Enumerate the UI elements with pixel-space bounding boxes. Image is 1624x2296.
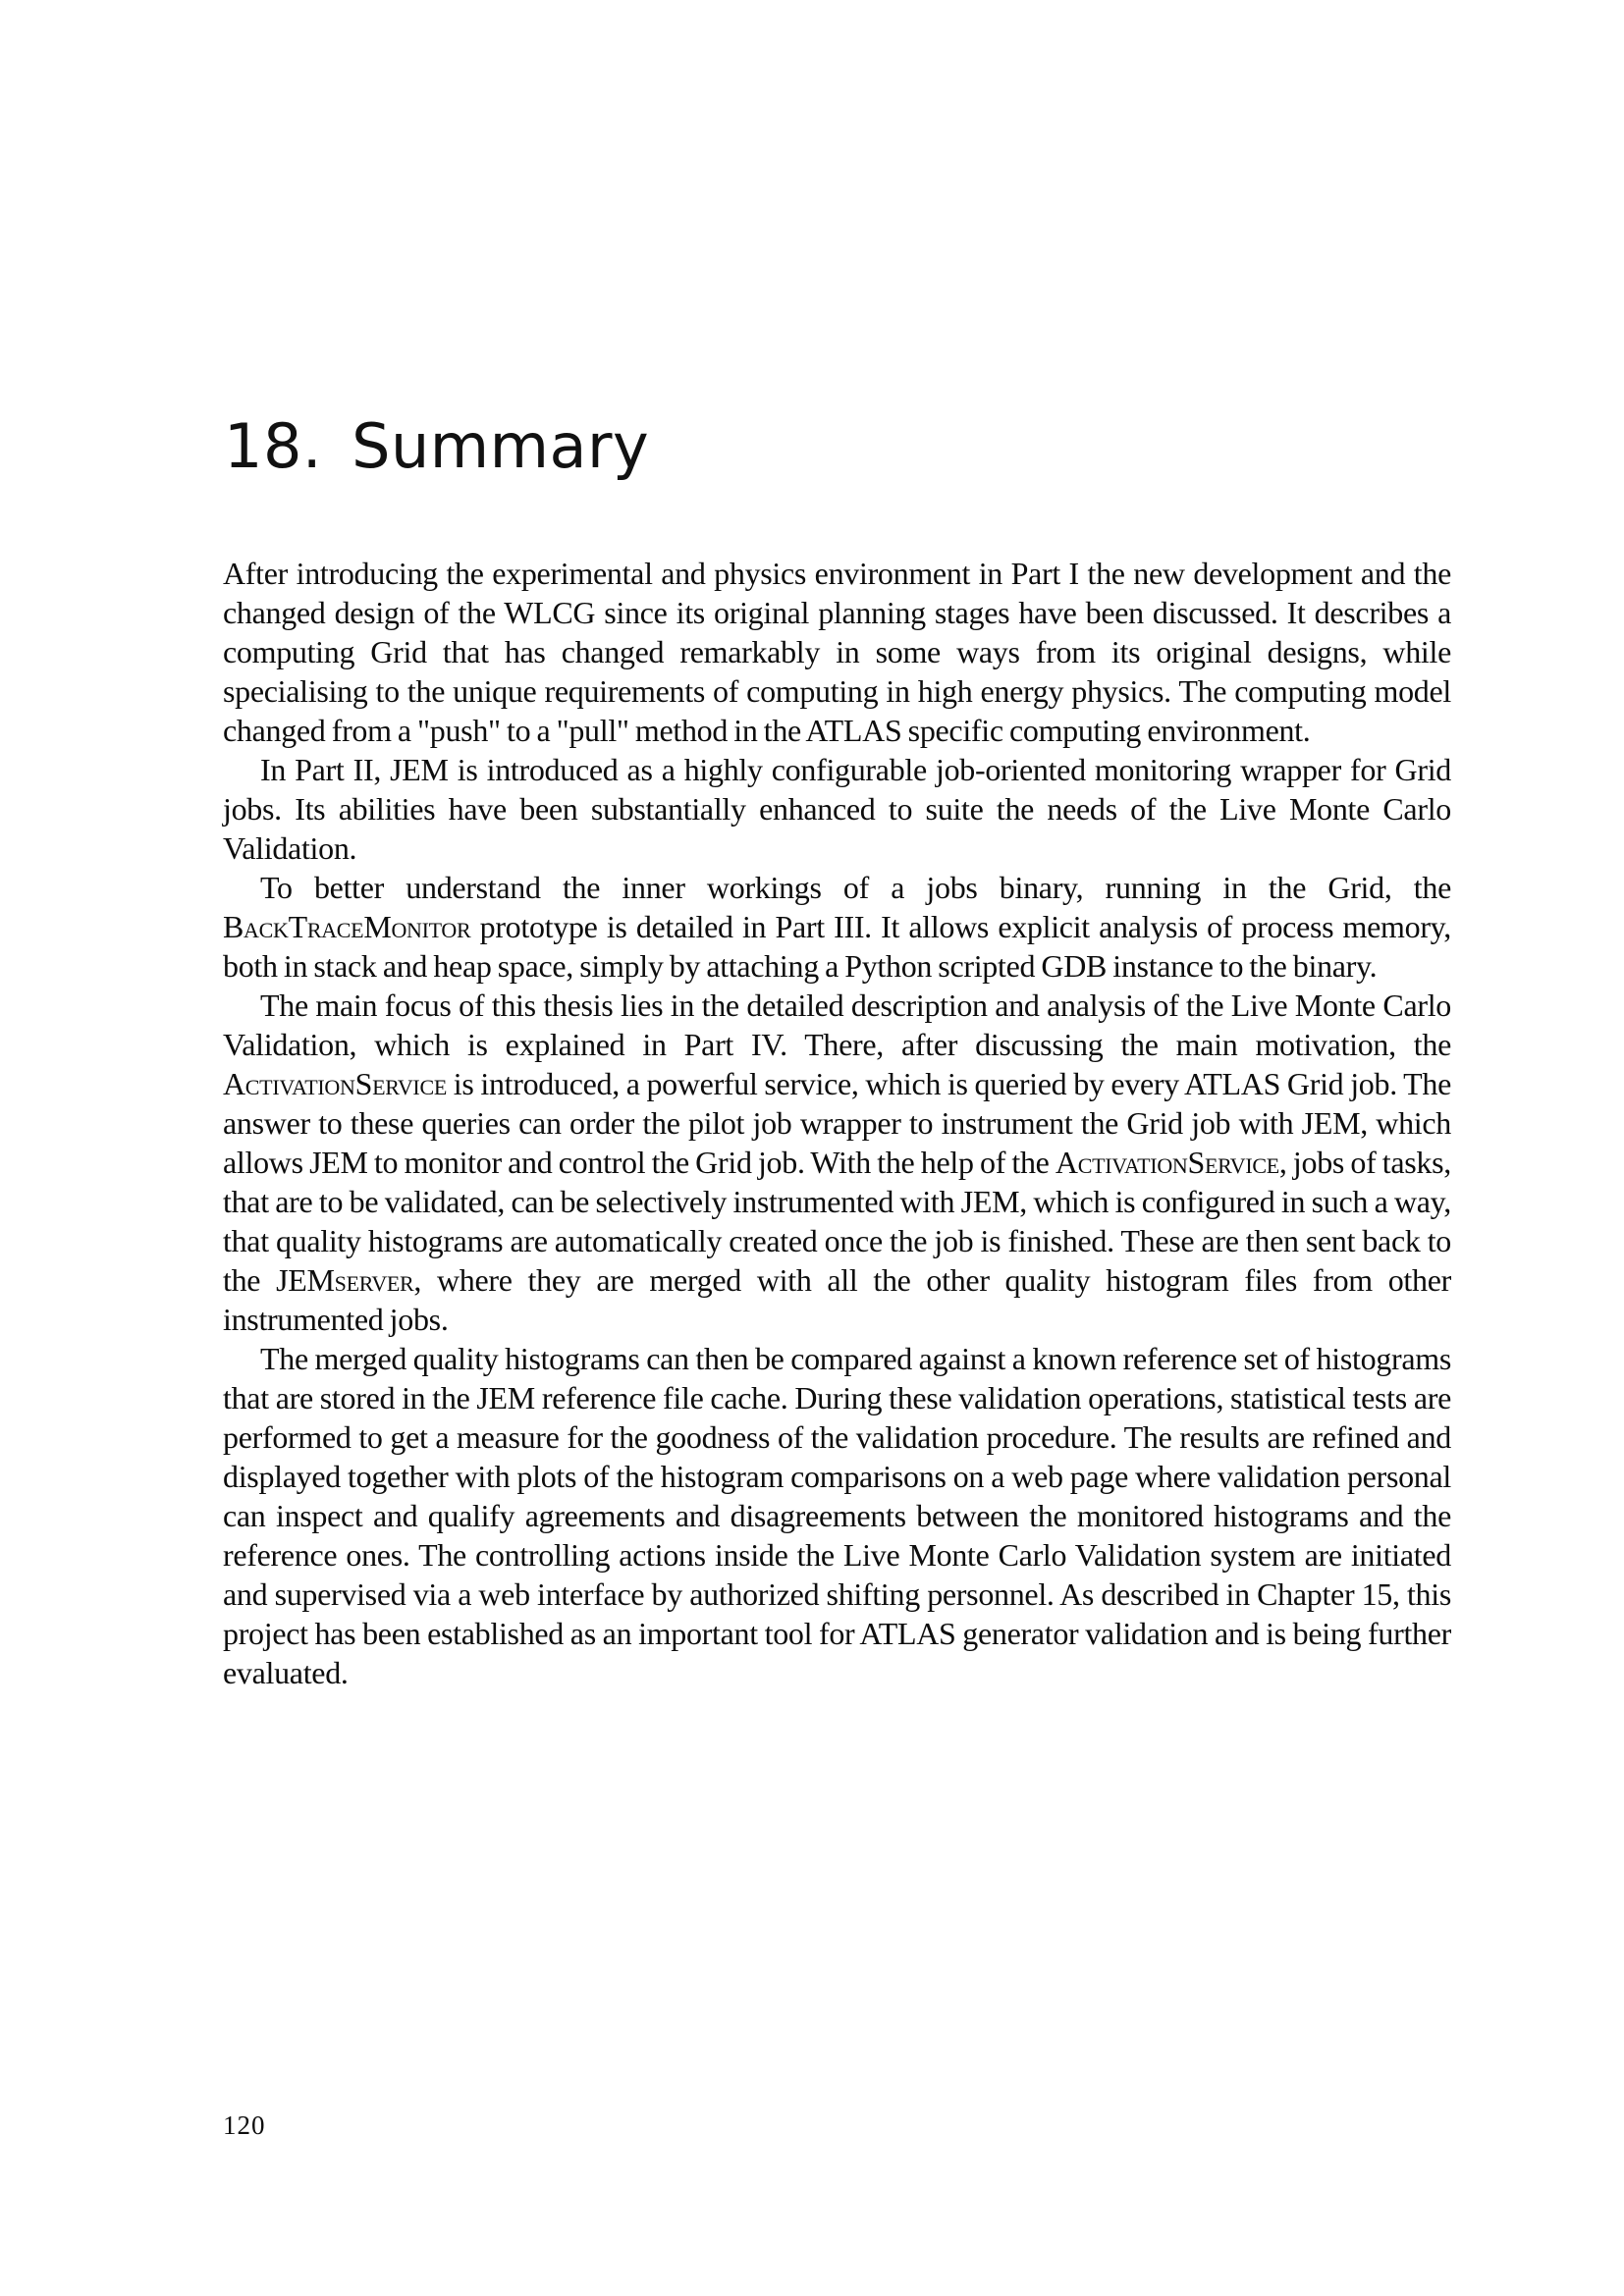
chapter-title: Summary [352,410,650,482]
chapter-number: 18. [224,410,323,482]
paragraph [223,750,1451,868]
smallcaps-term: JEMserver [276,1262,414,1298]
text-run: , where they are merged with all the other quality histogram files from other instrumented jobs. [223,1262,1451,1337]
text-run: , jobs of tasks, that are to be validated, can be selectively instrumented with JEM, which is configured in such a way, that quality histograms are automatically created once the job is finished. These are then sent back to the [223,1145,1451,1298]
text-run: After introducing the experimental and physics environment in Part I the new development and the changed design of the WLCG since its original planning stages have been discussed. It describes a computing Grid that has changed remarkably in some ways from its original designs, while specialising to the unique requirements of computing in high energy physics. The computing model changed from a "push" to a "pull" method in the ATLAS specific computing environment. [223,556,1451,748]
paragraph [223,1339,1451,1692]
text-run: In Part II, JEM is introduced as a highly configurable job-oriented monitoring wrapper for Grid jobs. Its abilities have been substantially enhanced to suite the needs of the Live Monte Carlo Validation. [223,752,1451,866]
paragraph [223,986,1451,1339]
text-run: is introduced, a powerful service, which is queried by every ATLAS Grid job. The answer to these queries can order the pilot job wrapper to instrument the Grid job with JEM, which allows JEM to monitor and control the Grid job. With the help of the [223,1066,1451,1180]
smallcaps-term: ActivationService [1055,1145,1279,1180]
smallcaps-term: ActivationService [223,1066,447,1101]
page-number: 120 [223,2110,266,2140]
text-run: The main focus of this thesis lies in the detailed description and analysis of the Live Monte Carlo Validation, which is explained in Part IV. There, after discussing the main motivation, the [223,988,1451,1062]
paragraph [223,554,1451,750]
paragraph [223,868,1451,986]
text-run: prototype is detailed in Part III. It allows explicit analysis of process memory, both in stack and heap space, simply by attaching a Python scripted GDB instance to the binary. [223,909,1451,984]
chapter-heading [224,410,650,482]
smallcaps-term: BackTraceMonitor [223,909,471,944]
body-paragraphs [223,554,1451,1692]
text-run: To better understand the inner workings of a jobs binary, running in the Grid, the [260,870,1451,905]
text-run: The merged quality histograms can then be compared against a known reference set of histograms that are stored in the JEM reference file cache. During these validation operations, statistical tests are performed to get a measure for the goodness of the validation procedure. The results are refined and displayed together with plots of the histogram comparisons on a web page where validation personal can inspect and qualify agreements and disagreements between the monitored histograms and the reference ones. The controlling actions inside the Live Monte Carlo Validation system are initiated and supervised via a web interface by authorized shifting personnel. As described in Chapter 15, this project has been established as an important tool for ATLAS generator validation and is being further evaluated. [223,1341,1451,1690]
